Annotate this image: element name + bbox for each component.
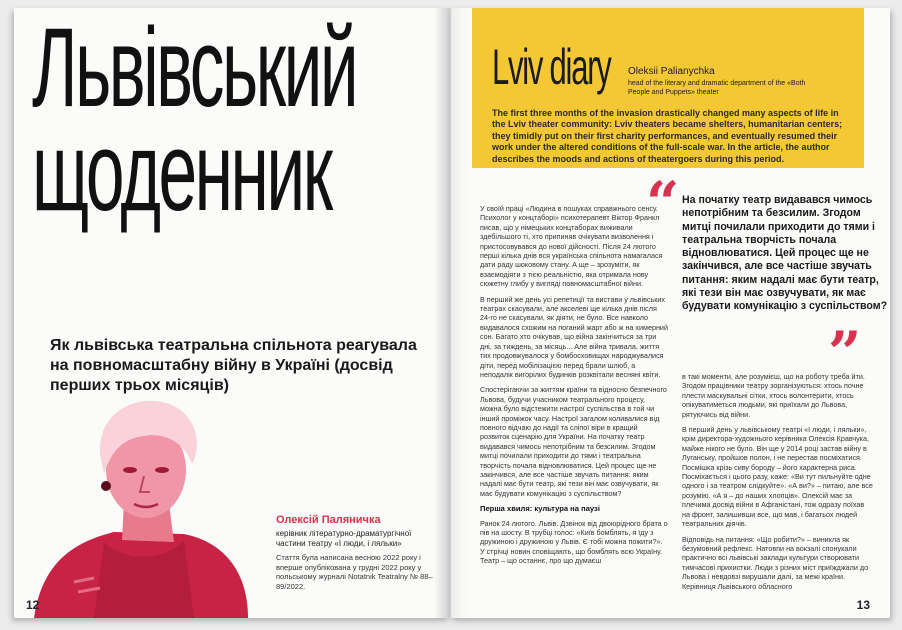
author-photo — [34, 392, 248, 618]
paragraph: У своїй праці «Людина в пошуках справжнього сенсу. Психолог у концтаборі» психотерапевт Віктор Франкл писав, що у німецьких концтаборах виживали здебільшого ті, хто припиняв очікувати визволення і пристосовувався до нової дійсності. Після 24 лютого перші кілька днів вся українська спільнота намагалася дати раду шоковому стану. А ще – зрозуміти, як взаємодіяти з тією реальністю, яка отримала нову сюжетну глибу у вигляді повномасштабної війни. — [480, 204, 663, 289]
paragraph: в такі моменти, але розумієш, що на роботу треба йти. Згодом працівники театру зорганізуються: хтось почне плести маскувальні сітки, хтось волонтерити, хтось опікуватиметься людьми, які приїхали до Львова, рятуючись від війни. — [682, 372, 865, 419]
author-role: керівник літературно-драматургічної частини театру «І люди, і ляльки» — [276, 529, 412, 548]
paragraph: Ранок 24 лютого. Львів. Дзвінок від двоюрідного брата о пів на шосту. В трубці голос: «Київ бомблять, я їду з дружиною і дружиною у Львів. Є тобі можна пожити?». У стрічці новин сповіщають, що бомблять всю Україну. Театр – що останнє, про що думаєш — [480, 518, 668, 566]
quote-open-icon: “ — [646, 169, 680, 237]
pull-quote: На початку театр видавався чимось непотрібним та безсилим. Згодом митці почилали приходити до тями і театральна творчість почала відновлюватися. Цей процес ще не закінчився, але все частіше звучать питання: яким надалі має бути театр, які тези він має озвучувати, як має будувати комунікацію з суспільством? — [682, 194, 888, 313]
article-subtitle: Як львівська театральна спільнота реагувала на повномасштабну війну в Україні (досвід перших трьох місяців) — [50, 337, 417, 394]
text-column-2 — [682, 372, 874, 597]
left-page — [14, 8, 450, 618]
title-line-1: Львівський — [32, 8, 357, 130]
page-number-right: 13 — [856, 598, 870, 612]
magazine-spread — [14, 8, 890, 622]
paragraph: В перший день у львівському театрі «І люди, і ляльки», крім директора-художнього керівника Олексія Кравчука, майже нікого не було. Він ще у 2014 році застав війну в Луганську, пройшов полон, і не перестав посміхатися. Посмішка крізь сиву бороду – його характерна риса. Посміхається і цього разу, каже: «Ви тут пильнуйте одне одного і за театром слідкуйте». «А ви?» – питаю, але все розумію. «А я – до наших хлопців». Олексій має за плечима досвід війни в Афганістані, тож одразу поїхав на фронт, залишивши все, що мав, і багатьох людей театральних діячів. — [682, 425, 873, 529]
english-author-role: head of the literary and dramatic department of the «Both People and Puppets» theater — [628, 80, 806, 96]
right-page — [450, 8, 890, 618]
english-author-name: Oleksii Palianychka — [628, 66, 715, 77]
section-heading: Перша хвиля: культура на паузі — [480, 504, 600, 514]
lead-paragraph: The first three months of the invasion drastically changed many aspects of life in the Lviv theater community: Lviv theaters became shelters, humanitarian centers; they timidly put on their first charity performances, and eventually resumed their work under the altered conditions of the full-scale war. In the article, the author describes the moods and actions of theatergoers during this period. — [492, 108, 843, 164]
english-title: Lviv diary — [492, 39, 611, 95]
quote-close-icon: ” — [828, 319, 862, 387]
publication-note: Стаття була написана весною 2022 року і вперше опублікована у грудні 2022 року у польському журналі Notatnik Teatralny № 88–89/2022. — [276, 553, 433, 591]
author-name: Олексій Паляничка — [276, 514, 381, 526]
text-column-1 — [480, 204, 668, 572]
paragraph: Відповідь на питання: «Що робити?» – виникла як безумовний рефлекс. Натовпи на вокзалі спонукали практично всі львівські заклади культури створювати тимчасові прихистки. Люди з різних міст приїжджали до Львова і невдовзі вирушали далі, за межі країни. Керівниця Львівського обласного — [682, 534, 869, 591]
paragraph: В перший же день усі репетиції та вистави у львівських театрах скасували, але акселеві ще кілька днів після 24-го не скасували, як діяти, не було. Все навколо видавалося схожим на поганий жарт або ж на химерний сон. Багато хто очікував, що війна закінчиться за три дні, за тиждень, за місяць... Але війна тривала, життя тих продовжувалося у бомбосховищах народжувалися діти, перед мобілізацією перед брали шлюб, а неподалік вигорілих будинків розквітали весняні квіти. — [480, 294, 668, 379]
page-number-left: 12 — [26, 598, 40, 612]
page-title — [32, 8, 357, 234]
paragraph: Спостерігаючи за життям країни та відносно безпечного Львова, будучи учасником театрального процесу, можна було відстежити настрої суспільства в той чи інший проміжок часу. Настрої загалом коливалися від повного відчаю до надії та сліпої віри в кращий розвиток сценарію для України. На початку театр видавався чимось непотрібним та безсилим. Згодом митці почилали приходити до тями і театральна творчість почала відновлюватися. Цей процес ще не закінчився, але все частіше звучать питання: яким надалі має бути театр, які тези він має озвучувати, як має будувати комунікацію з суспільством? — [480, 385, 667, 498]
title-line-2: щоденник — [32, 109, 331, 234]
